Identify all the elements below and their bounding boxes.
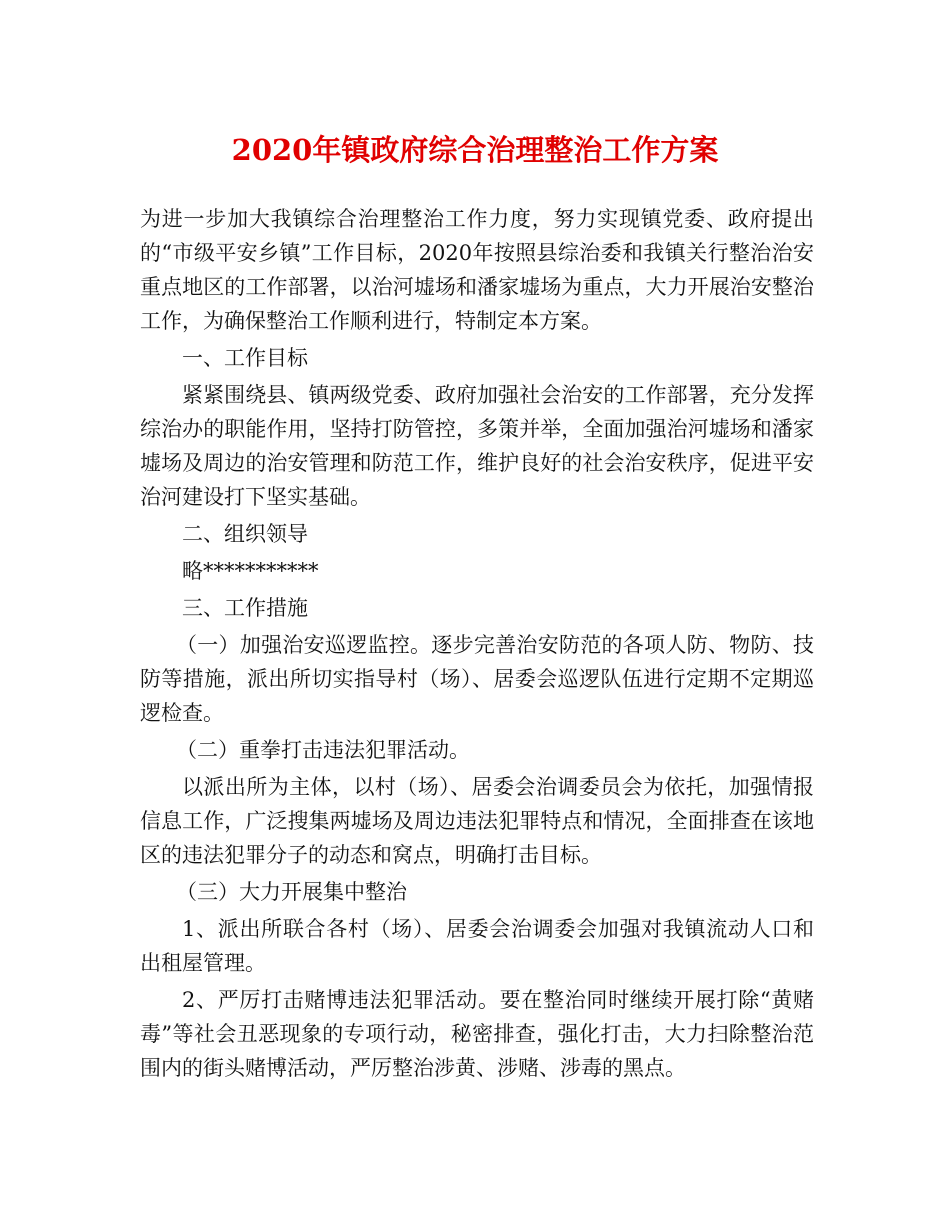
paragraph-measure-1: （一）加强治安巡逻监控。逐步完善治安防范的各项人防、物防、技防等措施，派出所切实指导村（场）、居委会巡逻队伍进行定期不定期巡逻检查。 [140,633,814,725]
paragraph-work-goal: 紧紧围绕县、镇两级党委、政府加强社会治安的工作部署，充分发挥综治办的职能作用，坚持打防管控，多策并举，全面加强治河墟场和潘家墟场及周边的治安管理和防范工作，维护良好的社会治安秩序，促进平安治河建设打下坚实基础。 [140,383,814,509]
document-body [140,202,814,1088]
document-title: 2020年镇政府综合治理整治工作方案 [231,133,719,167]
paragraph-measure-3-item-2: 2、严厉打击赌博违法犯罪活动。要在整治同时继续开展打除“黄赌毒”等社会丑恶现象的专项行动，秘密排查，强化打击，大力扫除整治范围内的街头赌博活动，严厉整治涉黄、涉赌、涉毒的黑点。 [140,988,814,1080]
paragraph-organization: 略*********** [182,559,319,583]
paragraph-intro: 为进一步加大我镇综合治理整治工作力度，努力实现镇党委、政府提出的“市级平安乡镇”工作目标，2020年按照县综治委和我镇关行整治治安重点地区的工作部署，以治河墟场和潘家墟场为重点，大力开展治安整治工作，为确保整治工作顺利进行，特制定本方案。 [140,207,814,333]
paragraph-measure-3-item-1: 1、派出所联合各村（场）、居委会治调委会加强对我镇流动人口和出租屋管理。 [140,917,814,975]
heading-organization: 二、组织领导 [182,522,308,546]
heading-work-goal: 一、工作目标 [182,346,308,370]
paragraph-measure-2-heading: （二）重拳打击违法犯罪活动。 [176,738,470,762]
heading-work-measures: 三、工作措施 [182,596,308,620]
paragraph-measure-3-heading: （三）大力开展集中整治 [176,880,407,904]
paragraph-measure-2: 以派出所为主体，以村（场）、居委会治调委员会为依托，加强情报信息工作，广泛搜集两墟场及周边违法犯罪特点和情况，全面排查在该地区的违法犯罪分子的动态和窝点，明确打击目标。 [140,775,814,867]
